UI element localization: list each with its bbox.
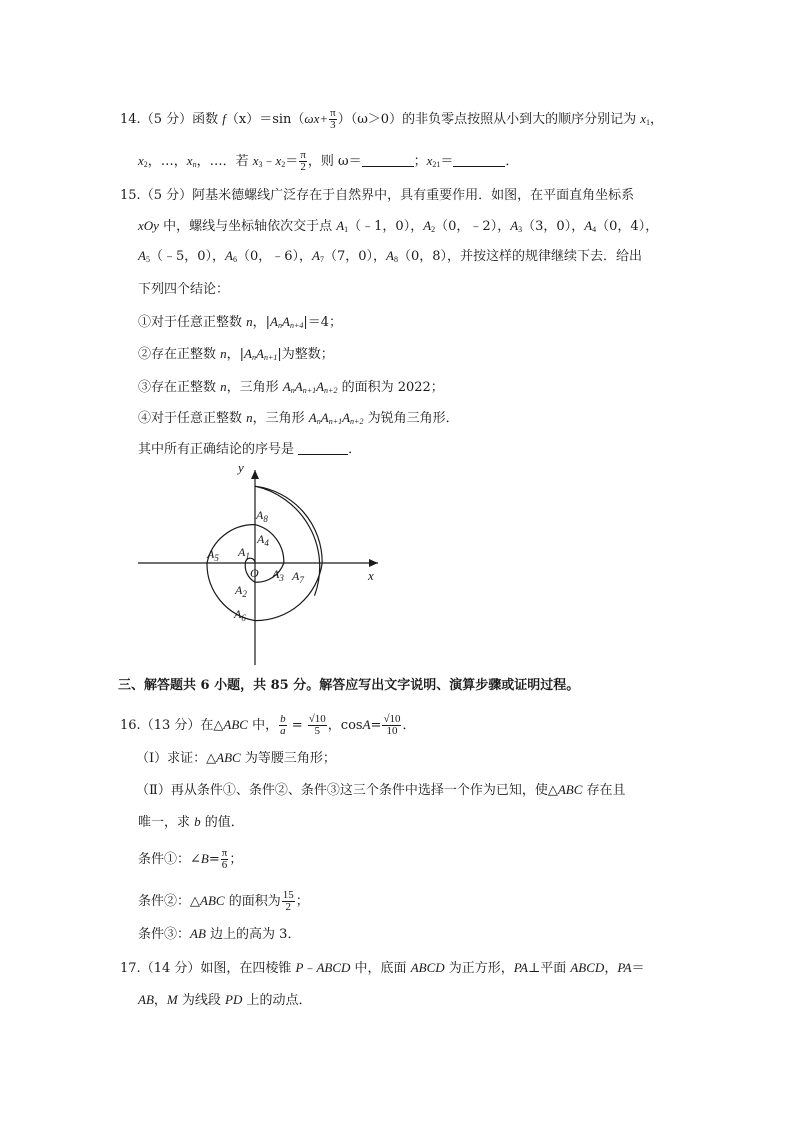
math: A	[312, 248, 320, 263]
text: 下列四个结论：	[138, 282, 230, 297]
text: =	[287, 718, 307, 733]
subscript: 5	[145, 255, 150, 264]
math: A	[423, 218, 432, 233]
text: ，	[604, 961, 618, 976]
math: n	[220, 379, 227, 394]
math: ABCD	[570, 960, 605, 975]
text: 为线段	[177, 993, 226, 1008]
q16-condition-1	[138, 848, 242, 871]
math: x	[426, 153, 433, 168]
math: A	[225, 248, 233, 263]
y-axis-label: y	[238, 460, 244, 475]
label-a1: $A_1$	[238, 545, 250, 561]
subscript: n+1	[263, 353, 278, 362]
denominator: 5	[314, 725, 321, 737]
text: ；	[229, 852, 243, 867]
fraction-sqrt10-10	[382, 714, 401, 737]
subscript: 6	[232, 255, 237, 264]
text: 唯一，求	[138, 815, 195, 830]
subscript: n	[290, 386, 295, 395]
text: ＝	[631, 961, 645, 976]
math: A	[386, 248, 394, 263]
math: A	[244, 346, 252, 361]
text: ＝sin（	[259, 112, 305, 127]
text: 条件③：	[138, 927, 191, 942]
math: A	[510, 218, 519, 233]
text: ﹣	[303, 961, 317, 976]
subscript: 2	[143, 160, 148, 169]
math: f	[222, 111, 226, 126]
math: x	[640, 111, 646, 126]
text: 的面积为 2022；	[337, 380, 444, 395]
q15-conclusion-2	[138, 344, 334, 368]
q16-line-1	[120, 714, 416, 737]
text: （0，4），	[596, 219, 659, 234]
math: M	[166, 992, 178, 1007]
math: n	[246, 410, 253, 425]
section-heading	[118, 676, 579, 696]
numerator: 15	[282, 889, 294, 901]
text: 中，底面	[350, 961, 411, 976]
math: A	[316, 379, 325, 394]
text: （0，﹣6），	[236, 249, 312, 264]
fraction-pi-3	[329, 108, 337, 131]
text: 边上的高为 3．	[205, 927, 301, 942]
text: 其中所有正确结论的序号是	[138, 442, 299, 457]
question-number: 17.	[120, 961, 141, 976]
text: 为等腰三角形；	[240, 751, 336, 766]
label-a3: $A_3$	[272, 567, 284, 583]
text: ；	[295, 894, 309, 909]
q15-line-1	[120, 186, 634, 206]
math: ABC	[216, 750, 241, 765]
text: （0，﹣2），	[435, 219, 511, 234]
denominator: 3	[330, 119, 336, 131]
origin-label: O	[250, 566, 259, 580]
text: ，三角形	[252, 411, 309, 426]
math: xOy	[138, 218, 159, 233]
q15-conclusion-4	[138, 408, 459, 432]
subscript: n+2	[350, 417, 364, 426]
subscript: n	[251, 353, 256, 362]
text: ，三角形	[226, 380, 283, 395]
subscript: 4	[592, 225, 597, 234]
denominator: 10	[386, 725, 398, 737]
math: PA	[513, 960, 528, 975]
math: A	[281, 314, 290, 329]
text: （﹣5，0），	[149, 249, 225, 264]
math: ABCD	[410, 960, 445, 975]
q17-line-2	[138, 990, 312, 1011]
numerator: π	[330, 107, 336, 119]
text: （13 分）在△	[140, 718, 224, 733]
math: n	[220, 346, 227, 361]
text: ，|	[226, 347, 245, 362]
answer-blank-omega[interactable]	[362, 154, 414, 167]
math: A	[294, 379, 303, 394]
label-a8: $A_8$	[256, 508, 268, 524]
q17-line-1	[120, 958, 645, 979]
subscript: n+1	[302, 386, 317, 395]
subscript: n+2	[324, 386, 338, 395]
text: |为整数；	[277, 347, 334, 362]
q16-part-2-cont	[138, 812, 244, 833]
q14-line-1	[120, 108, 663, 133]
subscript: 8	[393, 255, 398, 264]
math: PA	[617, 960, 632, 975]
text: ，	[650, 112, 664, 127]
math: n	[246, 314, 253, 329]
text: 为正方形，	[444, 961, 514, 976]
text: ．	[402, 718, 416, 733]
question-number: 16.	[120, 718, 141, 733]
numerator: b	[280, 713, 286, 725]
math: B	[200, 851, 209, 866]
text: 存在且	[582, 783, 626, 798]
text: ⊥平面	[528, 961, 571, 976]
text: |＝4；	[303, 315, 342, 330]
text: ﹣	[262, 154, 276, 169]
score: （5 分）	[140, 112, 193, 127]
y-axis-arrow	[251, 470, 259, 479]
subscript: n	[277, 321, 282, 330]
answer-blank-x21[interactable]	[453, 154, 505, 167]
text: ③存在正整数	[138, 380, 221, 395]
text: ，|	[252, 315, 271, 330]
math: A	[138, 248, 146, 263]
subscript: 1	[344, 225, 349, 234]
text: ）（ω＞0）的非负零点按照从小到大的顺序分别记为	[337, 112, 641, 127]
text: 的值．	[200, 815, 244, 830]
spiral-figure	[130, 455, 390, 670]
text: ；	[413, 154, 427, 169]
subscript: 2	[281, 160, 286, 169]
fraction-b-a	[279, 714, 287, 737]
text: ，…，	[147, 154, 187, 169]
text: 条件②：△	[138, 894, 200, 909]
text: （Ⅰ）求证：△	[136, 751, 217, 766]
math: A	[336, 218, 345, 233]
q15-line-2	[138, 216, 658, 240]
text: 条件①：∠	[138, 852, 201, 867]
q16-condition-3	[138, 924, 300, 945]
math: PD	[225, 992, 243, 1007]
math: x	[252, 153, 259, 168]
subscript: 3	[258, 160, 263, 169]
subscript: n+4	[289, 321, 304, 330]
text: ①对于任意正整数	[138, 315, 247, 330]
text: =	[370, 718, 382, 733]
text: =	[208, 852, 220, 867]
numerator: π	[300, 149, 306, 161]
math: AB	[138, 992, 154, 1007]
math: A	[270, 314, 278, 329]
text: ，cos	[327, 718, 363, 733]
text: ．	[348, 442, 362, 457]
denominator: a	[280, 725, 286, 737]
subscript: n	[316, 417, 321, 426]
math: b	[194, 814, 201, 829]
math: A	[342, 410, 351, 425]
denominator: 2	[300, 161, 306, 173]
q15-line-3	[138, 246, 642, 270]
math: A	[308, 410, 317, 425]
text: （7，0），	[323, 249, 386, 264]
numerator: √10	[383, 713, 401, 725]
text: ，则 ω＝	[307, 154, 362, 169]
spiral-curve	[207, 486, 322, 620]
text: ，	[153, 993, 167, 1008]
score: （5 分）	[140, 188, 193, 203]
fraction-pi-6	[221, 848, 229, 871]
subscript: 1	[646, 118, 650, 127]
text: ．	[505, 154, 519, 169]
text: （Ⅱ）再从条件①、条件②、条件③这三个条件中选择一个作为已知，使△	[136, 783, 558, 798]
text: ，…．若	[196, 154, 253, 169]
math: x	[138, 153, 144, 168]
fraction-pi-2	[299, 150, 307, 173]
q14-line-2	[138, 150, 518, 175]
math: ωx+	[304, 111, 329, 126]
math: ABC	[557, 782, 583, 797]
label-a6: $A_6$	[234, 607, 246, 623]
text: 为锐角三角形．	[363, 411, 459, 426]
x-axis-label: x	[368, 568, 374, 583]
fraction-sqrt10-5	[308, 714, 327, 737]
subscript: n	[192, 160, 197, 169]
denominator: 2	[285, 901, 291, 913]
question-number: 15.	[120, 188, 141, 203]
subscript: n+1	[328, 417, 343, 426]
q15-conclusion-1	[138, 312, 342, 336]
math: ABCD	[316, 960, 351, 975]
text: （0，8），并按这样的规律继续下去．给出	[397, 249, 642, 264]
numerator: π	[221, 847, 228, 859]
text: 中，	[247, 718, 279, 733]
text: 的面积为	[224, 894, 281, 909]
math: A	[362, 717, 371, 732]
text: ④对于任意正整数	[138, 411, 247, 426]
math: x	[186, 153, 193, 168]
numerator: √10	[308, 713, 326, 725]
text: （3，0），	[522, 219, 585, 234]
question-number: 14.	[120, 112, 141, 127]
subscript: 2	[431, 225, 436, 234]
subscript: 21	[432, 160, 441, 169]
text: ＝	[285, 154, 299, 169]
q15-conclusion-3	[138, 377, 444, 401]
q16-part-2	[136, 780, 626, 801]
text: （﹣1，0），	[348, 219, 424, 234]
label-a4: $A_4$	[257, 532, 269, 548]
denominator: 6	[221, 859, 228, 871]
math: P	[295, 960, 304, 975]
text: ＝	[440, 154, 454, 169]
q16-part-1	[136, 748, 336, 769]
math: ABC	[200, 893, 225, 908]
text: 函数	[192, 112, 223, 127]
text: （x）	[225, 112, 260, 127]
text: 阿基米德螺线广泛存在于自然界中，具有重要作用．如图，在平面直角坐标系	[192, 188, 635, 203]
q16-condition-2	[138, 890, 309, 913]
subscript: 7	[319, 255, 324, 264]
math: x	[275, 153, 282, 168]
label-a5: $A_5$	[207, 547, 219, 563]
q15-line-4	[138, 280, 229, 300]
text: ②存在正整数	[138, 347, 221, 362]
text: （14 分）如图，在四棱锥	[140, 961, 296, 976]
text: 中，螺线与坐标轴依次交于点	[158, 219, 337, 234]
math: A	[320, 410, 329, 425]
answer-blank-q15[interactable]	[298, 442, 348, 455]
math: A	[282, 379, 291, 394]
math: A	[255, 346, 264, 361]
text: 上的动点．	[242, 993, 312, 1008]
math: A	[584, 218, 593, 233]
math: ABC	[223, 717, 248, 732]
subscript: 3	[518, 225, 523, 234]
section-title: 三、解答题共 6 小题，共 85 分。解答应写出文字说明、演算步骤或证明过程。	[118, 678, 580, 693]
math: AB	[190, 926, 206, 941]
label-a2: $A_2$	[235, 583, 247, 599]
x-axis-arrow	[369, 559, 378, 567]
label-a7: $A_7$	[292, 569, 304, 585]
fraction-15-2	[282, 890, 295, 913]
